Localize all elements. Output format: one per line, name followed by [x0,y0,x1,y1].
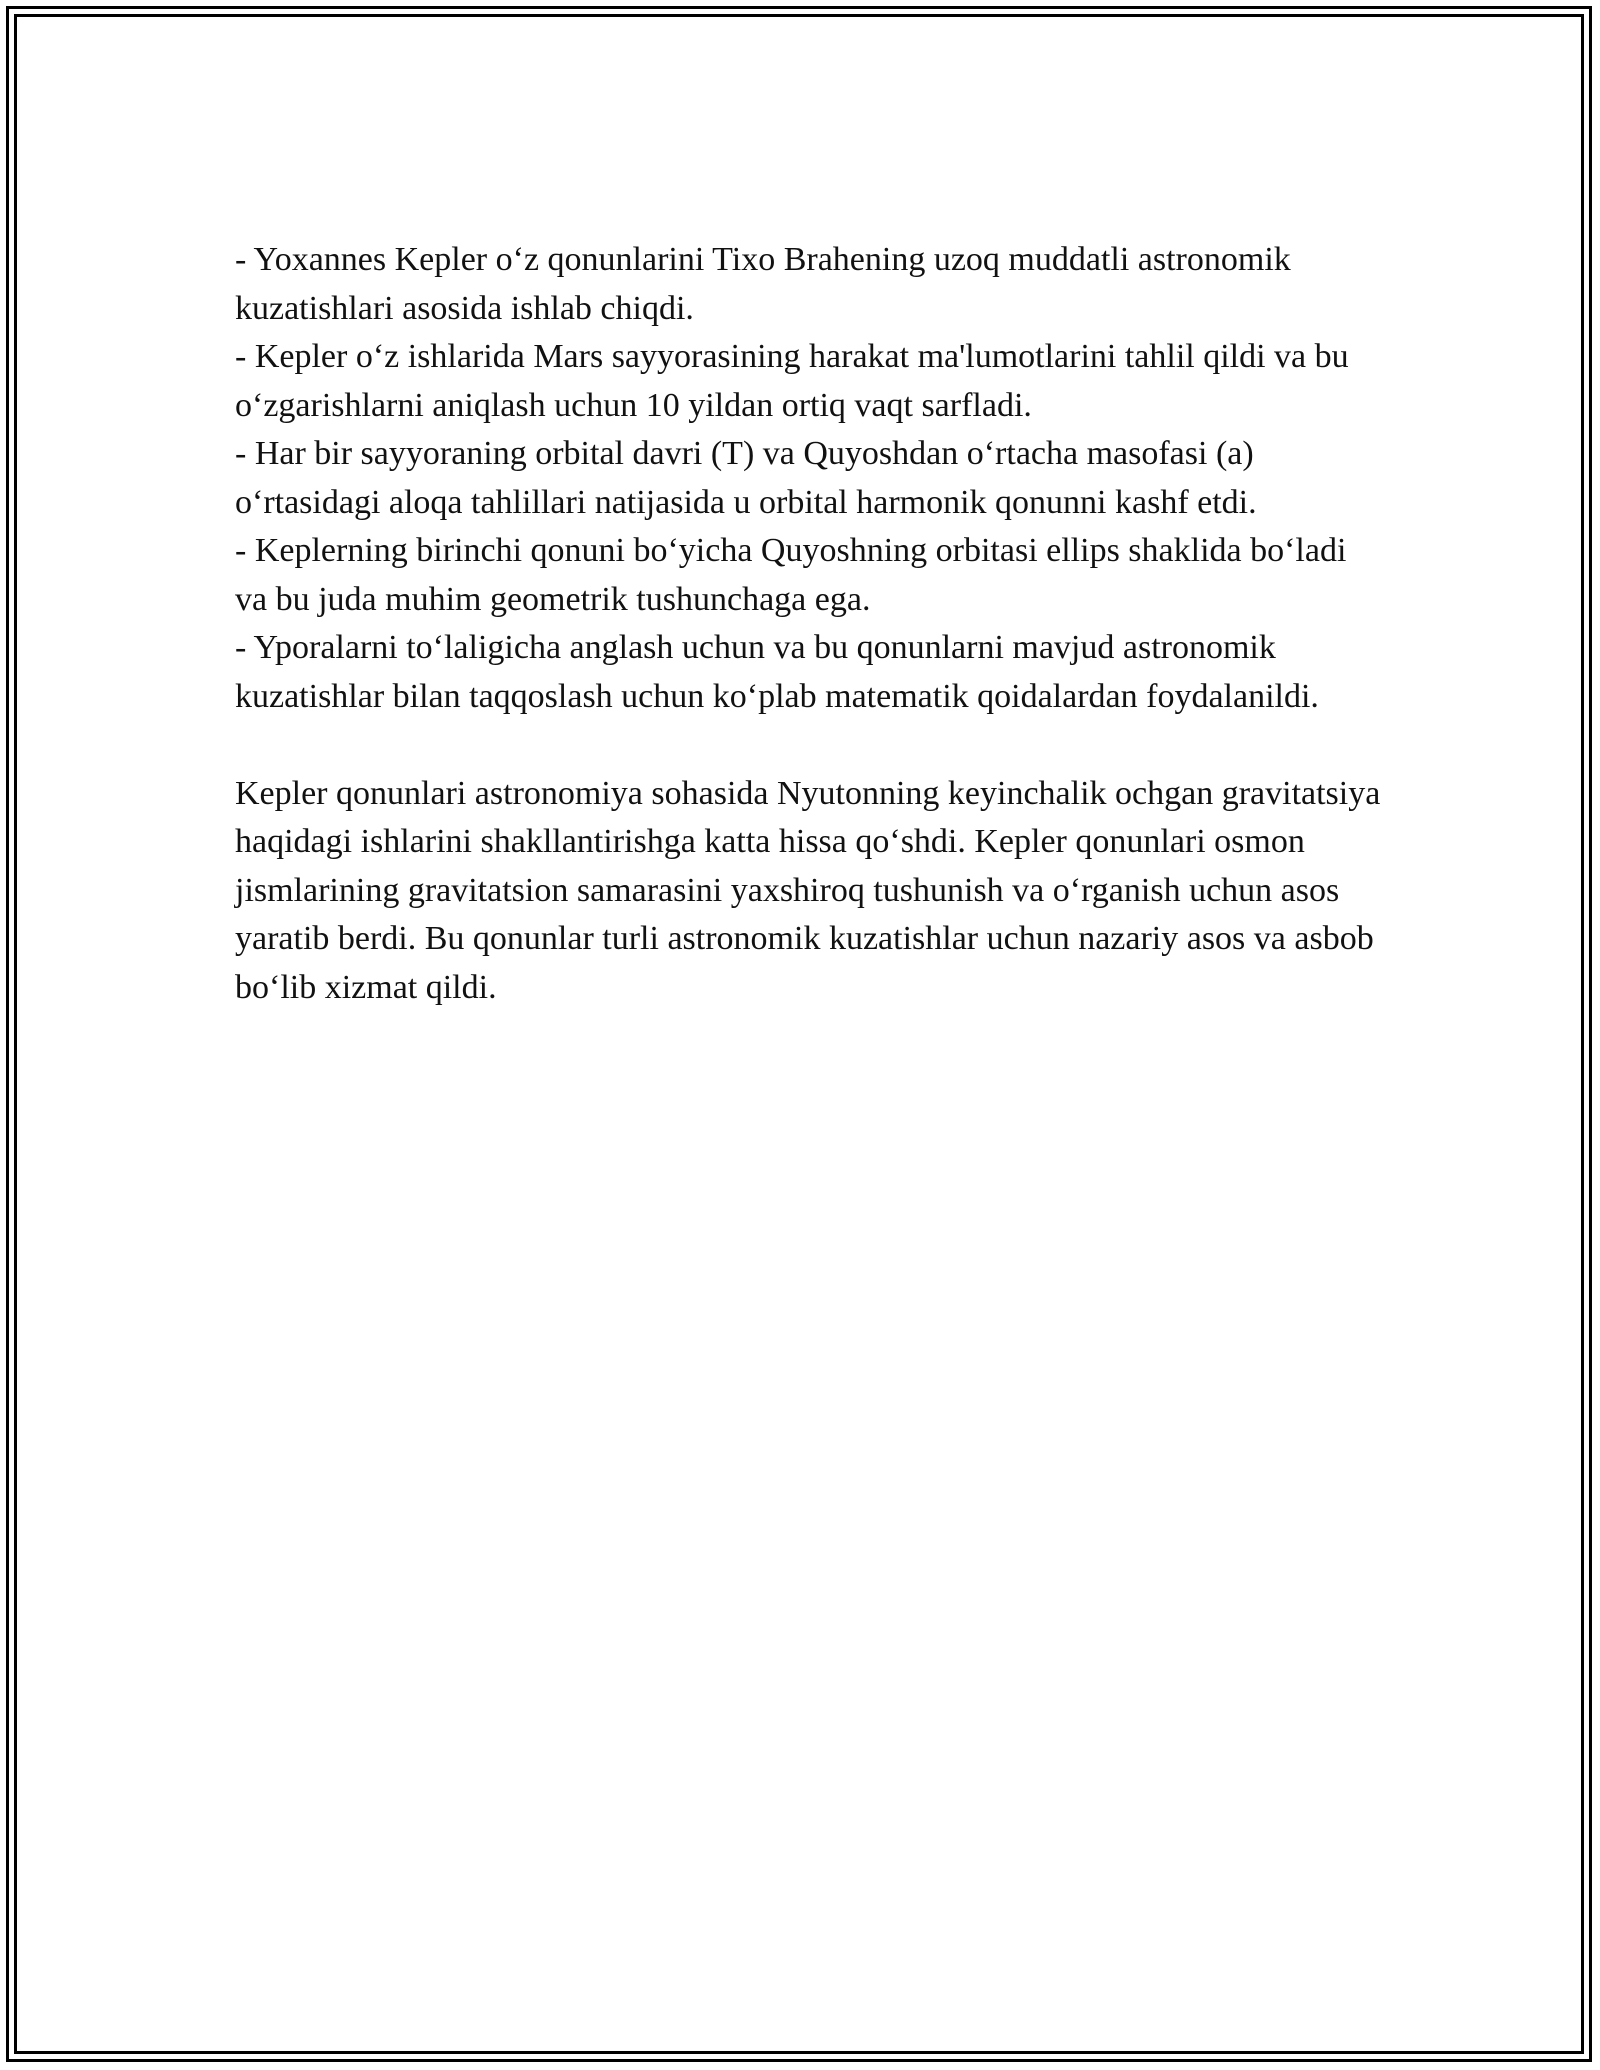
bullet-item-5: - Yporalarni to‘laligicha anglash uchun va bu qonunlarni mavjud astronomik kuzatishlar bilan taqqoslash uchun ko‘plab matematik qoidalardan foydalanildi. [235,629,1319,715]
summary-paragraph: Kepler qonunlari astronomiya sohasida Nyutonning keyinchalik ochgan gravitatsiya haqidagi ishlarini shakllantirishga katta hissa qo‘shdi. Kepler qonunlari osmon jismlarining gravitatsion samarasini yaxshiroq tushunish va o‘rganish uchun asos yaratib berdi. Bu qonunlar turli astronomik kuzatishlar uchun nazariy asos va asbob bo‘lib xizmat qildi. [235,774,1381,1006]
document-body [235,236,1385,1012]
bullet-item-3: - Har bir sayyoraning orbital davri (T) va Quyoshdan o‘rtacha masofasi (a) o‘rtasidagi aloqa tahlillari natijasida u orbital harmonik qonunni kashf etdi. [235,435,1257,521]
bullet-item-1: - Yoxannes Kepler o‘z qonunlarini Tixo Brahening uzoq muddatli astronomik kuzatishlari asosida ishlab chiqdi. [235,241,1291,327]
bullet-item-2: - Kepler o‘z ishlarida Mars sayyorasining harakat ma'lumotlarini tahlil qildi va bu o‘zgarishlarni aniqlash uchun 10 yildan ortiq vaqt sarfladi. [235,338,1349,424]
bullet-item-4: - Keplerning birinchi qonuni bo‘yicha Quyoshning orbitasi ellips shaklida bo‘ladi va bu juda muhim geometrik tushunchaga ega. [235,532,1347,618]
